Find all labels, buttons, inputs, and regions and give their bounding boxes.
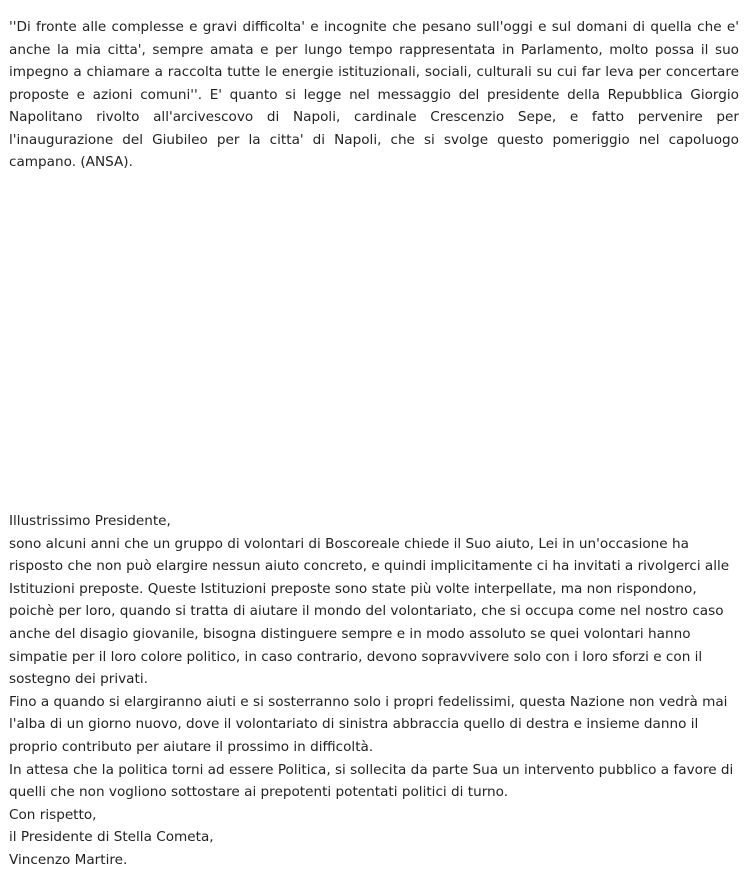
letter-paragraph-1: sono alcuni anni che un gruppo di volontari di Boscoreale chiede il Suo aiuto, Lei in un'occasione ha risposto che non può elargire nessun aiuto concreto, e quindi implicitamente ci ha invitati a rivolgerci alle Istituzioni preposte. Queste Istituzioni preposte sono state più volte interpellate, ma non rispondono, poichè per loro, quando si tratta di aiutare il mondo del volontariato, che si occupa come nel nostro caso anche del disagio giovanile, bisogna distinguere sempre e in modo assoluto se quei volontari hanno simpatie per il loro colore politico, in caso contrario, devono sopravvivere solo con i loro sforzi e con il sostegno dei privati. [9, 535, 730, 688]
letter-signature-name: Vincenzo Martire. [9, 851, 128, 868]
letter-signature-role: il Presidente di Stella Cometa, [9, 829, 214, 846]
letter-paragraph-2: Fino a quando si elargiranno aiuti e si sosterranno solo i propri fedelissimi, questa Nazione non vedrà mai l'alba di un giorno nuovo, dove il volontariato di sinistra abbraccia quello di destra e insieme danno il proprio contributo per aiutare il prossimo in difficoltà. [9, 693, 728, 755]
blank-media-area [0, 180, 750, 500]
letter-closing: Con rispetto, [9, 806, 97, 823]
article-quote-paragraph: ''Di fronte alle complesse e gravi difficolta' e incognite che pesano sull'oggi e sul domani di quella che e' anche la mia citta', sempre amata e per lungo tempo rappresentata in Parlamento, molto possa il suo impegno a chiamare a raccolta tutte le energie istituzionali, sociali, culturali su cui far leva per concertare proposte e azioni comuni''. E' quanto si legge nel messaggio del presidente della Repubblica Giorgio Napolitano rivolto all'arcivescovo di Napoli, cardinale Crescenzio Sepe, e fatto pervenire per l'inaugurazione del Giubileo per la citta' di Napoli, che si svolge questo pomeriggio nel capoluogo campano. (ANSA). [9, 19, 739, 170]
letter-paragraph-3: In attesa che la politica torni ad essere Politica, si sollecita da parte Sua un intervento pubblico a favore di quelli che non vogliono sottostare ai prepotenti potentati politici di turno. [9, 761, 734, 801]
letter-salutation: Illustrissimo Presidente, [9, 513, 171, 529]
open-letter [9, 510, 744, 872]
